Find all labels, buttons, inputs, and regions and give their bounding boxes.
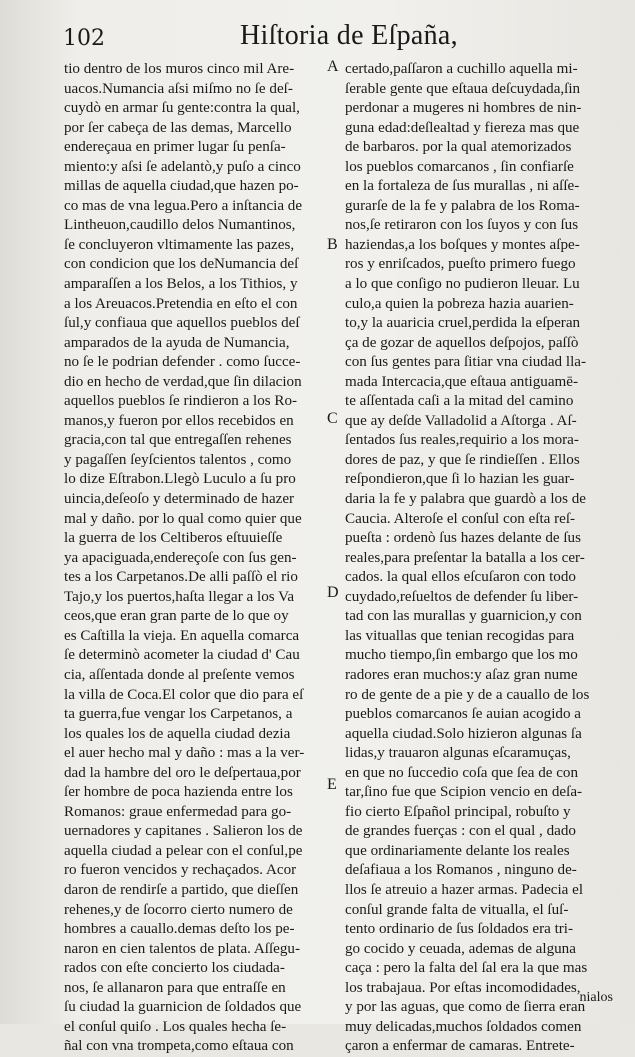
text-line: y por las aguas, que como de ſierra eran	[345, 999, 586, 1016]
text-line: cuydò en armar ſu gente:contra la qual,	[64, 100, 300, 117]
left-column	[64, 60, 336, 1057]
text-line: hombres a cauallo.demas deſto los pe-	[64, 921, 295, 938]
text-line: en la fortaleza de ſus murallas , ni aſſe-	[345, 178, 580, 195]
text-line: Tajo,y los puertos,haſta llegar a los Va	[64, 588, 295, 605]
text-line: ro de gente de a pie y de a cauallo de los	[345, 686, 590, 703]
text-line: Romanos: graue enfermedad para go-	[64, 803, 292, 820]
text-line: los quales los de aquella ciudad dezia	[64, 725, 291, 742]
text-line: tento ordinario de ſus ſoldados era tri-	[345, 921, 574, 938]
text-line: radores eran muchos:y aſaz gran nume	[345, 666, 578, 683]
text-line: nos,ſe retiraron con los ſuyos y con ſus	[345, 217, 579, 234]
text-line: gurarſe de la fe y palabra de los Roma-	[345, 197, 580, 214]
margin-marker-d: D	[327, 584, 339, 601]
text-line: uincia,deſeoſo y determinado de hazer	[64, 491, 295, 508]
text-line: mal y daño. por lo qual como quier que	[64, 510, 302, 527]
text-line: las vituallas que tenian recogidas para	[345, 627, 575, 644]
text-line: rehenes,y de ſocorro cierto numero de	[64, 901, 293, 918]
text-line: reſpondieron,que ſi lo hazian les guar-	[345, 471, 575, 488]
text-line: endereçaua en primer lugar ſu penſa-	[64, 139, 286, 156]
text-line: la guerra de los Celtiberos eſtuuieſſe	[64, 530, 283, 547]
text-line: en que no ſuccedio coſa que ſea de con	[345, 764, 579, 781]
text-line: ya apaciguada,endereçoſe con ſus gen-	[64, 549, 297, 566]
margin-marker-b: B	[327, 236, 338, 253]
page-number: 102	[63, 26, 105, 51]
text-line: a los Areuacos.Pretendia en eſto el con	[64, 295, 298, 312]
text-line: conſul grande falta de vitualla, el ſuſ-	[345, 901, 569, 918]
text-line: el auer hecho mal y daño : mas a la ver-	[64, 745, 305, 762]
text-line: gracia,con tal que entregaſſen rehenes	[64, 432, 292, 449]
right-column	[345, 60, 609, 1057]
page-header	[58, 18, 618, 54]
catchword: nialos	[579, 990, 613, 1005]
text-line: mucho tiempo,ſin embargo que los mo	[345, 647, 578, 664]
margin-marker-a: A	[327, 58, 339, 75]
text-line: caça : pero la falta del ſal era la que mas	[345, 960, 588, 977]
text-line: co mas de vna legua.Pero a inſtancia de	[64, 197, 303, 214]
text-line: los trabajaua. Por eſtas incomodidades,	[345, 979, 581, 996]
text-line: por ſer cabeça de las demas, Marcello	[64, 119, 292, 136]
text-line: cia, aſſentada donde al preſente vemos	[64, 666, 295, 683]
text-line: con ſus gentes para ſitiar vna ciudad lla-	[345, 354, 586, 371]
text-line: muy delicadas,muchos ſoldados comen	[345, 1018, 582, 1035]
text-line: reales,para preſentar la batalla a los cer-	[345, 549, 585, 566]
text-line: millas de aquella ciudad,que hazen po-	[64, 178, 299, 195]
text-line: ta guerra,fue vengar los Carpetanos, a	[64, 706, 293, 723]
text-line: de barbaros. por la qual atemorizados	[345, 139, 572, 156]
text-line: to,y la auaricia cruel,perdida la eſperan	[345, 315, 581, 332]
text-line: aquellos pueblos ſe rindieron a los Ro-	[64, 393, 298, 410]
text-line: certado,paſſaron a cuchillo aquella mi-	[345, 61, 578, 77]
text-line: culo,a quien la pobreza hazia auarien-	[345, 295, 574, 312]
text-line: que ay deſde Valladolid a Aſtorga . Aſ-	[345, 412, 577, 429]
text-line: nos, ſe allanaron para que entraſſe en	[64, 979, 286, 996]
text-line: manos,y fueron por ellos recebidos en	[64, 412, 294, 429]
text-line: ro fueron vencidos y rechaçados. Acor	[64, 862, 297, 879]
text-line: daron de rendirſe a partido, que dieſſen	[64, 881, 299, 898]
text-line: fio cierto Eſpañol principal, robuſto y	[345, 803, 571, 820]
text-line: te aſſentada caſi a la mitad del camino	[345, 393, 574, 410]
text-line: perdonar a mugeres ni hombres de nin-	[345, 100, 582, 117]
text-line: dores de paz, y que ſe rindieſſen . Ellos	[345, 451, 580, 468]
text-line: rados con eſte concierto los ciudada-	[64, 960, 285, 977]
text-line: go cocido y ceuada, ademas de alguna	[345, 940, 576, 957]
text-line: aquella ciudad.Solo hizieron algunas ſa	[345, 725, 582, 742]
text-line: llos ſe atreuio a hazer armas. Padecia el	[345, 881, 584, 898]
text-line: ſentados ſus reales,requirio a los mora-	[345, 432, 579, 449]
text-line: daria la fe y palabra que guardò a los de	[345, 491, 586, 508]
text-line: cados. la qual ellos eſcuſaron con todo	[345, 569, 576, 586]
text-line: dio en hecho de verdad,que ſin dilacion	[64, 373, 302, 390]
text-line: tio dentro de los muros cinco mil Are-	[64, 61, 295, 77]
text-line: cuydado,reſueltos de defender ſu liber-	[345, 588, 579, 605]
text-line: pueblos comarcanos ſe auian acogido a	[345, 706, 581, 723]
text-line: ros y enriſcados, pueſto primero fuego	[345, 256, 576, 273]
margin-marker-e: E	[327, 776, 337, 793]
text-line: ſe determinò acometer la ciudad d' Cau	[64, 647, 300, 664]
text-line: ça de gozar de aquellos deſpojos, paſſò	[345, 334, 579, 351]
text-line: uernadores y capitanes . Salieron los de	[64, 823, 303, 840]
text-line: ſul,y confiaua que aquellos pueblos deſ	[64, 315, 300, 332]
text-line: lidas,y trauaron algunas eſcaramuças,	[345, 745, 571, 762]
text-line: los pueblos comarcanos , ſin confiarſe	[345, 158, 574, 175]
text-line: ſer hombre de poca hazienda entre los	[64, 784, 293, 801]
text-line: mada Intercacia,que eſtaua antiguamē-	[345, 373, 578, 390]
text-line: ceos,que eran gran parte de lo que oy	[64, 608, 289, 625]
text-line: la villa de Coca.El color que dio para eſ	[64, 686, 304, 703]
text-line: guna edad:deſlealtad y fiereza mas que	[345, 119, 580, 136]
running-title: Hiſtoria de Eſpaña,	[240, 20, 458, 51]
text-line: naron en cien talentos de plata. Aſſegu-	[64, 940, 300, 957]
text-line: es Caſtilla la vieja. En aquella comarca	[64, 627, 300, 644]
text-line: tar,ſino fue que Scipion vencio en deſa-	[345, 784, 583, 801]
text-line: Lintheuon,caudillo delos Numantinos,	[64, 217, 296, 234]
text-line: amparaſſen a los Belos, a los Tithios, y	[64, 276, 298, 293]
text-line: que ordinariamente delante los reales	[345, 842, 570, 859]
text-line: çaron a enfermar de camaras. Entrete-	[345, 1038, 575, 1055]
text-line: a lo que conſigo no pudieron lleuar. Lu	[345, 276, 580, 293]
margin-marker-c: C	[327, 410, 338, 427]
text-line: ſe concluyeron vltimamente las pazes,	[64, 236, 295, 253]
text-line: no ſe le podrian defender . como ſucce-	[64, 354, 301, 371]
text-line: tes a los Carpetanos.De alli paſſò el rio	[64, 569, 298, 586]
text-line: con condicion que los deNumancia deſ	[64, 256, 299, 273]
text-line: y pagaſſen ſeyſcientos talentos , como	[64, 451, 292, 468]
text-line: ſu ciudad la guarnicion de ſoldados que	[64, 999, 302, 1016]
text-line: el conſul quiſo . Los quales hecha ſe-	[64, 1018, 287, 1035]
text-line: aquella ciudad a pelear con el conſul,pe	[64, 842, 303, 859]
text-line: miento:y aſsi ſe adelantò,y puſo a cinco	[64, 158, 301, 175]
text-line: amparados de la ayuda de Numancia,	[64, 334, 290, 351]
text-line: Caucia. Alteroſe el conſul con eſta reſ-	[345, 510, 576, 527]
text-line: pueſta : ordenò ſus hazes delante de ſus	[345, 530, 581, 547]
text-line: uacos.Numancia aſsi miſmo no ſe deſ-	[64, 80, 293, 97]
text-line: tad con las murallas y guarnicion,y con	[345, 608, 582, 625]
text-line: deſafiaua a los Romanos , ninguno de-	[345, 862, 577, 879]
text-line: de grandes fuerças : con el qual , dado	[345, 823, 576, 840]
text-line: ſerable gente que eſtaua deſcuydada,ſin	[345, 80, 581, 97]
text-line: ñal con vna trompeta,como eſtaua con	[64, 1038, 294, 1055]
text-line: haziendas,a los boſques y montes aſpe-	[345, 236, 580, 253]
text-line: lo dize Eſtrabon.Llegò Luculo a ſu pro	[64, 471, 296, 488]
text-line: dad la hambre del oro le deſpertaua,por	[64, 764, 301, 781]
